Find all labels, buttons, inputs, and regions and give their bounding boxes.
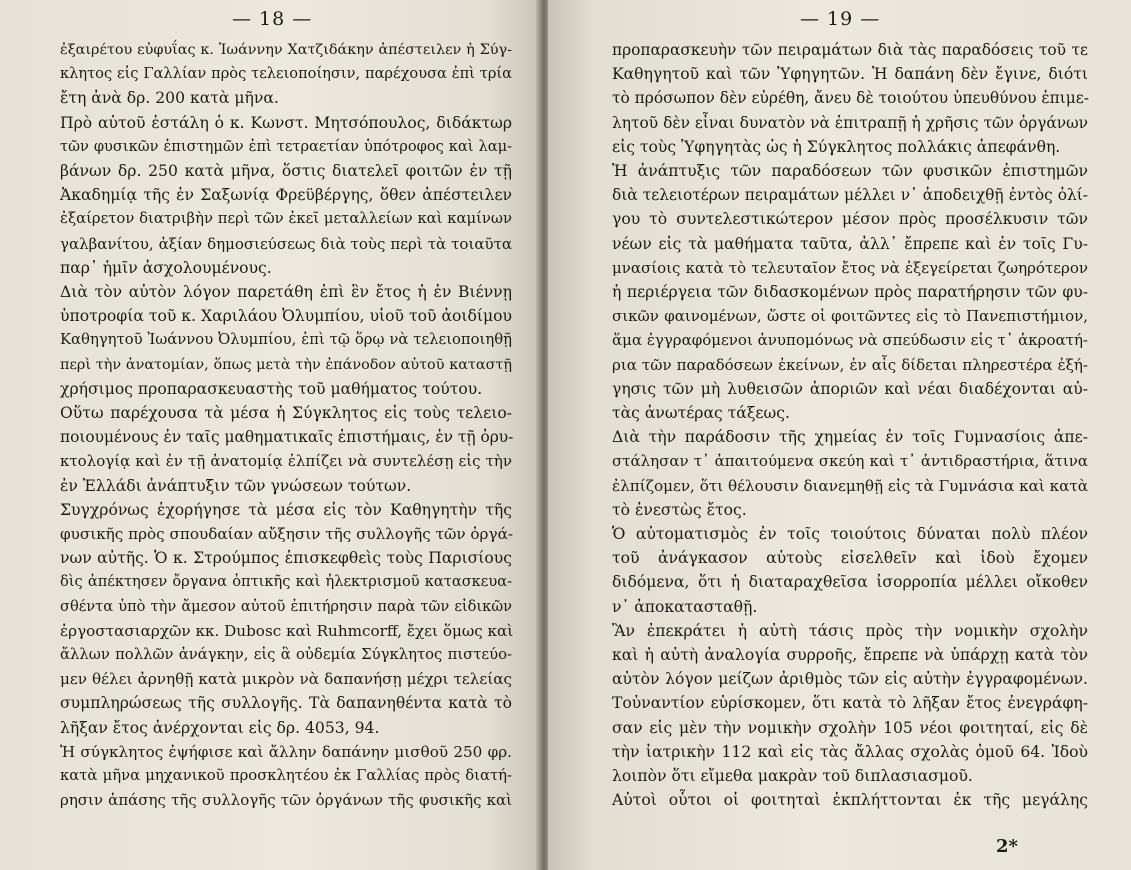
text-line: ἅμα ἐγγραφόμενοι ἀνυπομόνως νὰ σπεύδωσιν εἰς τ᾽ ἀκροατή- (612, 331, 1088, 350)
text-line: νέων εἰς τὰ μαθήματα ταῦτα, ἀλλ᾽ ἔπρεπε καὶ ἐν τοῖς Γυ- (612, 234, 1088, 253)
text-line: κλητος εἰς Γαλλίαν πρὸς τελειοποίησιν, παρέχουσα ἐπὶ τρία (60, 65, 512, 83)
text-line: λοιπὸν ὅτι εἴμεθα μακρὰν τοῦ διπλασιασμοῦ. (612, 767, 973, 786)
text-line: σικῶν φαινομένων, ὥστε οἱ φοιτῶντες εἰς τὸ Πανεπιστήμιον, (612, 307, 1088, 326)
text-line: Συγχρόνως ἐχορήγησε τὰ μέσα εἰς τὸν Καθηγητὴν τῆς (60, 500, 512, 519)
text-line: τὴν ἰατρικὴν 112 καὶ εἰς τὰς ἄλλας σχολὰς ὁμοῦ 64. Ἰδοὺ (612, 742, 1088, 761)
text-line: τὸ ἐνεστὼς ἔτος. (612, 500, 747, 519)
text-line: ἐν Ἑλλάδι ἀνάπτυξιν τῶν γνώσεων τούτων. (60, 476, 412, 495)
text-line: λητοῦ δὲν εἶναι δυνατὸν νὰ ἐπιτραπῇ ἡ χρῆσις τῶν ὀργάνων (612, 113, 1088, 132)
signature-mark: 2* (996, 836, 1018, 857)
text-line: μνασίοις κατὰ τὸ τελευταῖον ἔτος νὰ ἐξεγείρεται ζωηρότερον (612, 258, 1088, 277)
text-line: δὶς ἀπέκτησεν ὄργανα ὀπτικῆς καὶ ἠλεκτρισμοῦ κατασκευα- (60, 573, 512, 591)
text-line: γησις τῶν μὴ λυθεισῶν ἀποριῶν καὶ νέαι διαδέχονται αὐ- (612, 379, 1088, 398)
text-line: Διὰ τὴν παράδοσιν τῆς χημείας ἐν τοῖς Γυμνασίοις ἀπε- (612, 428, 1088, 447)
text-line: μεν θέλει ἀρνηθῇ κατὰ μικρὸν νὰ δαπανήσῃ μέχρι τελείας (60, 670, 512, 689)
page-number: — 19 — (800, 8, 881, 30)
text-line: Καθηγητοῦ Ἰωάννου Ὀλυμπίου, ἐπὶ τῷ ὅρῳ νὰ τελειοποιηθῇ (60, 331, 512, 349)
text-line: σαν εἰς μὲν τὴν νομικὴν σχολὴν 105 νέοι φοιτηταί, εἰς δὲ (612, 718, 1088, 737)
text-line: τὸ πρόσωπον δὲν εὑρέθη, ἄνευ δὲ τοιούτου ὑπευθύνου ἐπιμε- (612, 89, 1089, 108)
text-line: εἰς τοὺς Ὑφηγητὰς ὡς ἡ Σύγκλητος πολλάκις ἀπεφάνθη. (612, 137, 1061, 156)
text-line: γου τὸ συντελεστικώτερον μέσον πρὸς προσέλκυσιν τῶν (612, 210, 1088, 229)
text-line: Ἡ ἀνάπτυξις τῶν παραδόσεων τῶν φυσικῶν ἐπιστημῶν (612, 162, 1088, 181)
text-line: παρ᾽ ἡμῖν ἀσχολουμένους. (60, 258, 272, 277)
text-line: διδόμενα, ὅτι ἡ διαταραχθεῖσα ἰσορροπία μέλλει οἴκοθεν (612, 573, 1088, 592)
text-line: βάνων δρ. 250 κατὰ μῆνα, ὅστις διατελεῖ φοιτῶν ἐν τῇ (60, 162, 512, 181)
text-line: χρήσιμος προπαρασκευαστὴς τοῦ μαθήματος τούτου. (60, 379, 483, 398)
text-line: Αὐτοὶ οὗτοι οἱ φοιτηταὶ ἐκπλήττονται ἐκ τῆς μεγάλης (612, 791, 1088, 810)
text-line: τοῦ ἀνάγκασον αὐτοὺς εἰσελθεῖν καὶ ἰδοὺ ἔχομεν (612, 549, 1088, 568)
text-line: λῆξαν ἔτος ἀνέρχονται εἰς δρ. 4053, 94. (60, 718, 380, 737)
text-line: Πρὸ αὐτοῦ ἐστάλη ὁ κ. Κωνστ. Μητσόπουλος, διδάκτωρ (60, 113, 512, 132)
page-number: — 18 — (232, 8, 313, 30)
text-line: ρια τῶν παραδόσεων ἐκείνων, ἐν αἷς δίδεται πληρεστέρα ἐξή- (612, 355, 1088, 374)
text-line: αὐτὸν λόγον μείζων ἀριθμὸς τῶν εἰς αὐτὴν ἐγγραφομένων. (612, 670, 1088, 689)
text-line: τῶν φυσικῶν ἐπιστημῶν ἐπὶ τετραετίαν ὑπότροφος καὶ λαμ- (60, 137, 512, 155)
text-line: ἐξαίρετον διατριβὴν περὶ τῶν ἐκεῖ μεταλλείων καὶ καμίνων (60, 210, 512, 228)
right-page (548, 0, 1131, 870)
left-text-block (60, 38, 512, 813)
text-line: γαλβανίτου, ἀξίαν δημοσιεύσεως διὰ τοὺς περὶ τὰ τοιαῦτα (60, 234, 512, 253)
text-line: ποιουμένους ἐν ταῖς μαθηματικαῖς ἐπιστήμαις, ἐν τῇ ὀρυ- (60, 428, 514, 447)
text-line: σθέντα ὑπὸ τὴν ἄμεσον αὐτοῦ ἐπιτήρησιν παρὰ τῶν εἰδικῶν (60, 597, 512, 615)
text-line: ἡ περιέργεια τῶν διδασκομένων πρὸς παρατήρησιν τῶν φυ- (612, 283, 1088, 302)
text-line: κτολογίᾳ καὶ ἐν τῇ ἀνατομίᾳ ἐλπίζει νὰ συντελέσῃ εἰς τὴν (60, 452, 512, 471)
text-line: ὑποτροφία τοῦ κ. Χαριλάου Ὀλυμπίου, υἱοῦ τοῦ ἀοιδίμου (60, 307, 512, 326)
text-line: ἐργοστασιαρχῶν κκ. Dubosc καὶ Ruhmcorff, ἔχει ὅμως καὶ (60, 621, 514, 640)
text-line: περὶ τὴν ἀνατομίαν, ὅπως μετὰ τὴν ἐπάνοδον αὐτοῦ καταστῇ (60, 356, 512, 373)
text-line: Ἀκαδημίᾳ τῆς ἐν Σαξωνίᾳ Φρεϋβέργης, ὅθεν ἀπέστειλεν (60, 186, 512, 205)
text-line: Ὁ αὐτοματισμὸς ἐν τοῖς τοιούτοις δύναται πολὺ πλέον (612, 525, 1088, 544)
text-line: διὰ τελειοτέρων πειραμάτων μέλλει ν᾽ ἀποδειχθῇ ἐντὸς ὀλί- (612, 186, 1088, 205)
text-line: προπαρασκευὴν τῶν πειραμάτων διὰ τὰς παραδόσεις τοῦ τε (612, 41, 1088, 59)
left-page (0, 0, 540, 870)
text-line: ρησιν ἁπάσης τῆς συλλογῆς τῶν ὀργάνων τῆς φυσικῆς καὶ (60, 791, 512, 810)
text-line: ν᾽ ἀποκατασταθῇ. (612, 597, 758, 616)
text-line: Τοὐναντίον εὑρίσκομεν, ὅτι κατὰ τὸ λῆξαν ἔτος ἐνεγράφη- (612, 694, 1088, 713)
text-line: Καθηγητοῦ καὶ τῶν Ὑφηγητῶν. Ἡ δαπάνη δὲν ἔγινε, διότι (612, 65, 1088, 84)
text-line: φυσικῆς πρὸς σπουδαίαν αὔξησιν τῆς συλλογῆς τῶν ὀργά- (60, 525, 513, 544)
right-text-block (612, 38, 1088, 813)
text-line: Ἡ σύγκλητος ἐψήφισε καὶ ἄλλην δαπάνην μισθοῦ 250 φρ. (60, 742, 512, 761)
text-line: καὶ ἡ αὐτὴ ἀναλογία συρροῆς, ἔπρεπε νὰ ὑπάρχῃ κατὰ τὸν (612, 646, 1088, 665)
text-line: Ἂν ἐπεκράτει ἡ αὐτὴ τάσις πρὸς τὴν νομικὴν σχολὴν (612, 621, 1088, 640)
text-line: κατὰ μῆνα μηχανικοῦ προσκλητέου ἐκ Γαλλίας πρὸς διατή- (60, 767, 512, 785)
text-line: τὰς ἀνωτέρας τάξεως. (612, 404, 790, 423)
text-line: ἄλλων πολλῶν ἀνάγκην, εἰς ἃ οὐδεμία Σύγκλητος πιστεύο- (60, 646, 512, 664)
text-line: νων αὐτῆς. Ὁ κ. Στρούμπος ἐπισκεφθεὶς τοὺς Παρισίους (60, 549, 512, 568)
text-line: στάλησαν τ᾽ ἀπαιτούμενα σκεύη καὶ τ᾽ ἀντιδραστήρια, ἅτινα (612, 452, 1088, 471)
text-line: ἐλπίζομεν, ὅτι θέλουσιν διανεμηθῇ εἰς τὰ Γυμνάσια καὶ κατὰ (612, 476, 1089, 495)
text-line: Οὕτω παρέχουσα τὰ μέσα ἡ Σύγκλητος εἰς τοὺς τελειο- (60, 404, 512, 423)
text-line: ἔτη ἀνὰ δρ. 200 κατὰ μῆνα. (60, 89, 279, 108)
text-line: συμπληρώσεως τῆς συλλογῆς. Τὰ δαπανηθέντα κατὰ τὸ (60, 694, 512, 713)
text-line: Διὰ τὸν αὐτὸν λόγον παρετάθη ἐπὶ ἓν ἔτος ἡ ἐν Βιέννῃ (60, 283, 512, 302)
text-line: ἐξαιρέτου εὐφυΐας κ. Ἰωάννην Χατζιδάκην ἀπέστειλεν ἡ Σύγ- (60, 42, 512, 58)
